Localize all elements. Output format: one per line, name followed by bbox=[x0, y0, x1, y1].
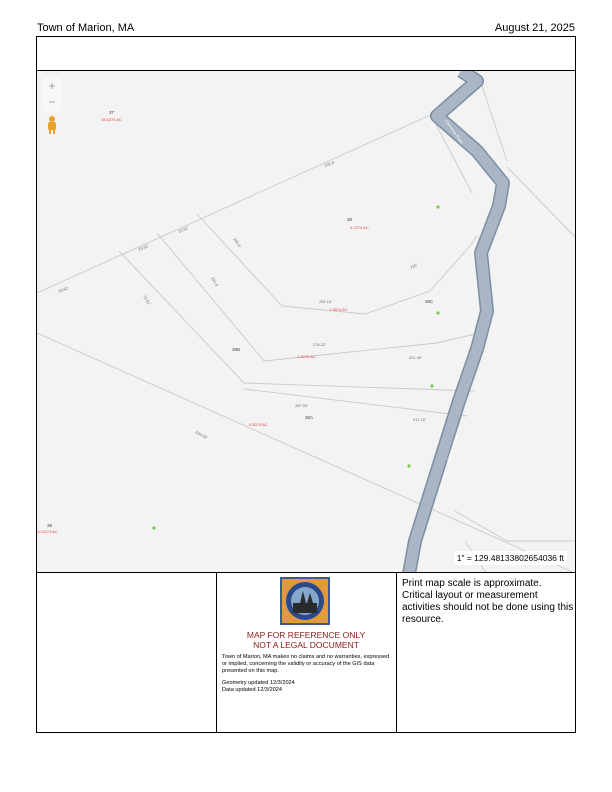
town-seal-logo bbox=[280, 577, 330, 625]
acreage-label: 11.5274 AC bbox=[37, 529, 58, 534]
survey-point bbox=[430, 384, 433, 387]
acreage-label: 0.8274 AC bbox=[249, 422, 268, 427]
footer-right-cell bbox=[396, 573, 575, 732]
acreage-label: 15.6274 AC bbox=[101, 117, 122, 122]
road-name-label: Converse Road bbox=[444, 118, 465, 145]
parcel-ids bbox=[47, 110, 434, 528]
not-legal-notice: NOT A LEGAL DOCUMENT bbox=[253, 640, 359, 650]
parcel-id: 38 bbox=[347, 217, 353, 222]
footer-center-cell bbox=[216, 573, 397, 732]
converse-road-fill bbox=[409, 71, 503, 573]
acreage-label: 1.4274 AC bbox=[297, 354, 316, 359]
road-name-label: Converse Road bbox=[445, 433, 460, 462]
map-viewport[interactable] bbox=[36, 70, 576, 573]
parcel-line bbox=[119, 251, 475, 391]
zoom-out-button[interactable]: − bbox=[43, 93, 61, 111]
dimension-label: 276.22' bbox=[313, 342, 326, 347]
dimension-label: 211.78' bbox=[413, 417, 426, 422]
dimension-label: 221.96' bbox=[409, 355, 422, 360]
parcel-id: 39 bbox=[47, 523, 53, 528]
reference-only-notice: MAP FOR REFERENCE ONLY bbox=[246, 630, 366, 640]
print-date: August 21, 2025 bbox=[494, 22, 575, 34]
dimension-labels bbox=[58, 159, 426, 440]
parcel-line bbox=[455, 511, 576, 541]
survey-point bbox=[436, 205, 439, 208]
parcel-id: 38C bbox=[425, 299, 434, 304]
parcel-line bbox=[197, 214, 477, 314]
street-view-pegman-icon[interactable] bbox=[43, 115, 61, 135]
acreage-label: 1.3874 AC bbox=[329, 307, 348, 312]
acreage-label: 2.7274 AC bbox=[350, 225, 369, 230]
title-box bbox=[36, 36, 576, 71]
dimension-label: 23.91' bbox=[137, 243, 150, 252]
survey-point bbox=[407, 464, 410, 467]
parcel-line bbox=[244, 389, 467, 416]
parcel-line bbox=[507, 167, 576, 239]
dimension-label: 293.6' bbox=[323, 159, 336, 168]
zoom-in-button[interactable]: + bbox=[43, 77, 61, 95]
parcel-line bbox=[37, 333, 576, 573]
parcel-lines bbox=[37, 71, 576, 573]
survey-points bbox=[152, 205, 439, 529]
geometry-updated-date: Geometry updated 12/3/2024 bbox=[222, 680, 295, 686]
dimension-label: 22.91' bbox=[177, 225, 190, 234]
parcel-map[interactable] bbox=[37, 71, 576, 573]
disclaimer-text: Town of Marion, MA makes no claims and no warranties, expressed or implied, concerning the validity or accuracy of the GIS data presented on this map. bbox=[222, 654, 390, 674]
dimension-label: 287.09' bbox=[295, 403, 308, 408]
dimension-label: 251.14' bbox=[319, 299, 332, 304]
data-updated-date: Data updated 12/3/2024 bbox=[222, 687, 283, 693]
dimension-label: 72.51' bbox=[142, 294, 152, 306]
dimension-label: 215' bbox=[409, 262, 419, 270]
survey-point bbox=[152, 526, 155, 529]
dimension-label: 291.5' bbox=[210, 276, 220, 288]
survey-point bbox=[436, 311, 439, 314]
parcel-id: 38B bbox=[232, 347, 241, 352]
acreage-labels bbox=[37, 117, 369, 534]
dimension-label: 245.5' bbox=[232, 236, 243, 249]
town-name: Town of Marion, MA bbox=[37, 22, 135, 34]
parcel-line bbox=[37, 112, 437, 293]
parcel-id: 37 bbox=[109, 110, 115, 115]
footer-left-cell bbox=[37, 573, 217, 732]
footer-panel bbox=[36, 572, 576, 733]
dimension-label: 29.82' bbox=[57, 285, 70, 294]
dimension-label: 224.58' bbox=[194, 429, 209, 440]
scale-approximate-note: Print map scale is approximate. Critical layout or measurement activities should not be done using this resource. bbox=[402, 578, 574, 625]
parcel-id: 38A bbox=[305, 415, 314, 420]
scale-readout: 1" = 129.48133802654036 ft bbox=[454, 551, 567, 565]
